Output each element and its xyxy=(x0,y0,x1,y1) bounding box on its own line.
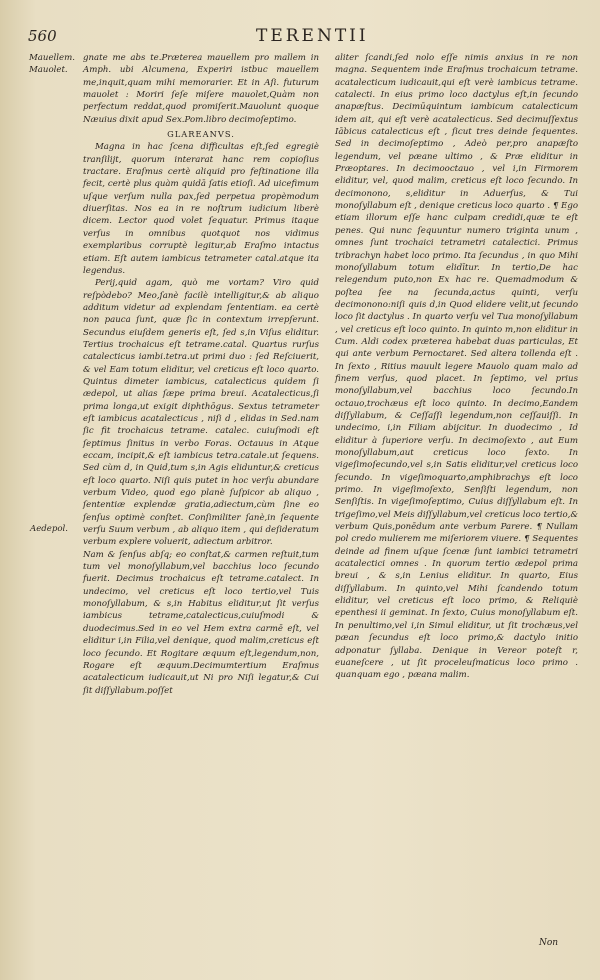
left-column xyxy=(83,52,319,697)
page-number: 560 xyxy=(28,27,57,45)
paragraph: Nam & ſenſus abſq; eo conſtat,& carmen reſtuit,tum tum vel monoſyllabum,vel bacchius loco ſecundo fuerit. Decimus trochaicus eſt tetrame.catalect. In undecimo, vel creticus eſt loco tertio,vel Tuis monoſyllabum, & s,in Habitus eliditur,ut ſit verſus iambicus tetrame,catalecticus,cuiuſmodi & duodecimus.Sed in eo vel Hem extra carmē eſt, vel eliditur i,in Filia,vel denique, quod malim,creticus eſt loco ſecundo. Et Rogitare æquum eſt,legendum,non, Rogare eſt æquum.Decimumtertium Eraſmus acatalecticum iudicauit,ut Ni pro Niſi legatur,& Cui ſit diſſyllabum.poſſet xyxy=(83,549,319,696)
paragraph: gnate me abs te.Præterea mauellem pro mallem in Amph. ubi Alcumena, Experiri istbuc mauellem me,inquit,quam mihi memorarier. Et in Aſi. futurum mauolet : Moriri ſeſe miſere mauolet,Quàm non perfectum reddat,quod promiſerit.Mauolunt quoque Næuius dixit apud Sex.Pom.libro decimoſeptimo. xyxy=(83,53,319,125)
margin-note: Mauellem. xyxy=(29,53,76,63)
paragraph: Magna in hac ſcena difficultas eſt,ſed egregiè tranſilijt, quorum interarat hanc rem copioſius tractare. Eraſmus certè aliquid pro feſtinatione illa fecit, certè plus quàm quidā ſatis etioſi. Ad uicefimum uſque verſum nulla pax,ſed perpetua propèmodum diuerſitas. Nos ea in re noſtrum iudicium liberè dicem. Lector quod volet ſequatur. Primus itaque verſus in omnibus quotquot nos vidimus exemplaribus corruptè legitur,ab Eraſmo intactus etiam. Eſt autem iambicus tetrameter catal.atque ita legendus. xyxy=(83,142,319,276)
right-column xyxy=(335,52,578,682)
running-head: TERENTII xyxy=(256,26,369,46)
paragraph: Perij,quid agam, quò me vortam? Viro quid reſpòdebo? Meo,ſanè facilè intelligitur,& ab aliquo additum videtur ad explendam ſententiam. ea certè non pauca ſunt, quæ ſic in contextum irrepſerunt. Secundus eiuſdem generis eſt, ſed s,in Viſus eliditur. Tertius trochaicus eſt tetrame.catal. Quartus rurſus catalecticus iambi.tetra.ut primi duo : ſed Reſciuerit, & vel Eam totum eliditur, vel creticus eſt loco quarto. Quintus dimeter iambicus, catalecticus quidem ſi ædepol, ut alias ſæpe prima breui. Acatalecticus,ſi prima longa,ut exigit diphthōgus. Sextus tetrameter eſt iambicus acatalecticus , niſi d , elidas in Sed.nam ſic fit trochaicus tetrame. catalec. cuiuſmodi eſt ſeptimus ſinitus in verbo Foras. Octauus in Atque eccam, incipit,& eſt iambicus tetra.catale.ut ſequens. Sed cùm d, in Quid,tum s,in Agis eliduntur,& creticus eſt loco quarto. Niſi quis putet in hoc verſu abundare verbum Video, quod ego planè ſuſpicor ab aliquo , ſententiæ explendæ gratia,adiectum,cùm ſine eo ſenſus optimè conſtet. Conſimiliter ſanè,in ſequente verſu Suum verbum , ab aliquo item , qui deſideratum verbum explere voluerit, adiectum arbitror. xyxy=(83,278,319,548)
section-heading: GLAREANVS. xyxy=(167,129,235,140)
margin-note: Mauolet. xyxy=(29,65,68,75)
catchword: Non xyxy=(539,938,559,948)
margin-note: Aedepol. xyxy=(30,524,69,534)
paragraph: aliter ſcandi,ſed nolo eſſe nimis anxius in re non magna. Sequentem inde Eraſmus trochaicum tetrame. acatalecticum iudicauit,qui eſt verè iambicus tetrame. catalecti. In eius primo loco dactylus eſt,in ſecundo anapæſtus. Decimūquintum iambicum catalecticum idem ait, qui eſt verè acatalecticus. Sed decimuſſextus Iābicus catalecticus eſt , ſicut tres deinde ſequentes. Sed in decimoſeptimo , Adeò per,pro anapæſto legendum, vel pæane ultimo , & Præ eliditur in Præoptares. In decimooctauo , vel i,in Firmorem eliditur, vel, quod malim, creticus eſt loco ſecundo. In decimonono, s,eliditur in Aduerſus, & Tui monoſyllabum eſt , denique creticus loco quarto . ¶ Ego etiam illorum eſſe hanc culpam credidi,quæ te eſt penes. Qui nunc ſequuntur numero triginta unum , omnes ſunt trochaici tetrametri catalectici. Primus tribrachyn habet loco primo. Ita ſecundus , in quo Mihi monoſyllabum totum elidītur. In tertio,De hac relegendum puto,non Ex hac re. Quemadmodum & poſtea ſee na ſecunda,actus quinti, verſu decimonono:niſi quis d,in Quod elidere velit,ut ſecundo loco ſit dactylus . In quarto verſu vel Tua monoſyllabum , vel creticus eſt loco quinto. In quinto m,non eliditur in Cum. Aldi codex præterea habebat duas particulas, Et qui ante verbum Pernoctaret. Sed altera tollenda eſt . In ſexto , Ritius mauult legere Mauolo quam malo ad finem verſus, quod placet. In ſeptimo, vel prius monoſyllabum,vel bacchius loco ſecundo.In octauo,trochæus eſt loco quinto. In decimo,Eandem diſſyllabum, & Ceſſaſſi legendum,non ceſſauiſſi. In undecimo, i,in Filiam abijcitur. In duodecimo , Id eliditur à ſuperiore verſu. In decimoſexto , aut Eum monoſyllabum,aut creticus loco ſexto. In vigeſimoſecundo,vel s,in Satis eliditur,vel creticus loco ſecundo. In vigeſimoquarto,amphibrachys eſt loco primo. In vigeſimoſexto, Senſiſti legendum, non Senſiſtis. In vigeſimoſeptimo, Cuius diſſyllabum eſt. In trigeſimo,vel Meis diſſyllabum,vel creticus loco tertio,& verbum Quis,ponēdum ante verbum Parere. ¶ Nullam pol credo mulierem me miſeriorem viuere. ¶ Sequentes deinde ad finem uſque ſcenæ ſunt iambici tetrametri acatalectici omnes . In quorum tertio ædepol prima breui , & s,in Lenius eliditur. In quarto, Eius diſſyllabum. In quinto,vel Mihi ſcandendo totum eliditur, vel creticus eſt loco primo, & Reliquiè epenthesi ii geminat. In ſexto, Cuius monoſyllabum eſt. In penultimo,vel i,in Simul eliditur, ut ſit trochæus,vel pæan ſecundus eſt loco primo,& dactylo initio adponatur ſyllaba. Denique in Vereor poteſt r, euaneſcere , ut ſit proceleuſmaticus loco primo . quanquam ego , pæana malim. xyxy=(335,53,578,681)
